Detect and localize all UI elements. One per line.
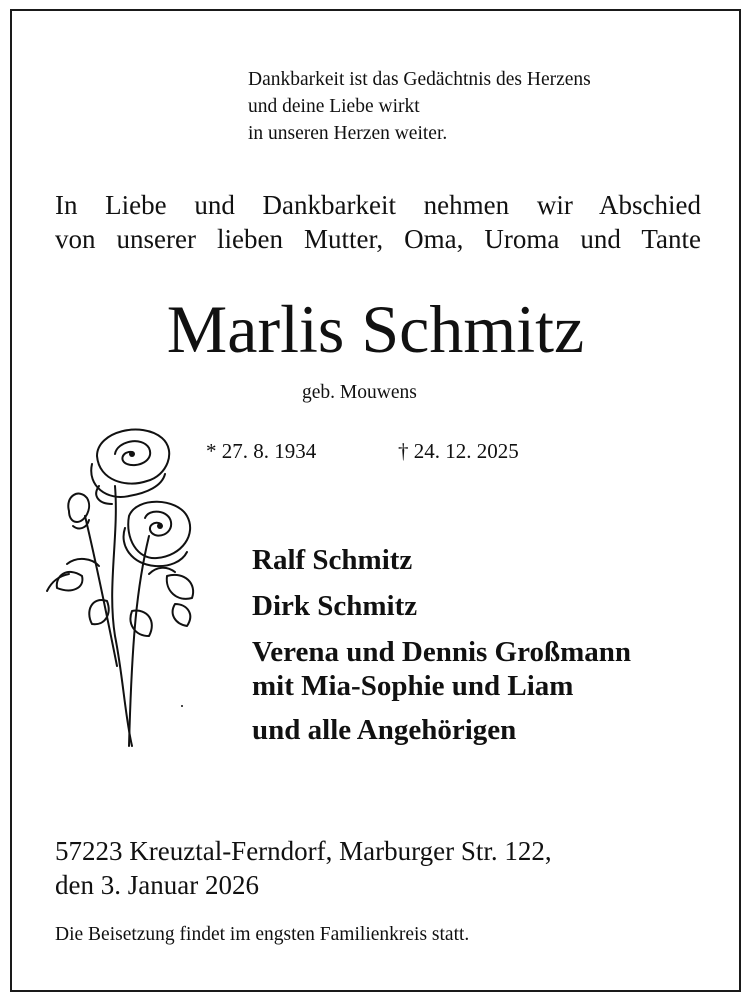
birth-date: * 27. 8. 1934 bbox=[206, 439, 317, 463]
motto-line-2: und deine Liebe wirkt bbox=[248, 96, 420, 117]
motto bbox=[248, 66, 591, 147]
motto-line-3: in unseren Herzen weiter. bbox=[248, 123, 448, 144]
obituary-card bbox=[10, 9, 741, 992]
maiden-name: geb. Mouwens bbox=[302, 382, 417, 403]
address-line: 57223 Kreuztal-Ferndorf, Marburger Str. 122, bbox=[55, 836, 552, 866]
intro-line-2: von unserer lieben Mutter, Oma, Uroma und Tante bbox=[55, 224, 701, 254]
intro-text bbox=[55, 188, 701, 256]
date-line: den 3. Januar 2026 bbox=[55, 870, 259, 900]
motto-line-1: Dankbarkeit ist das Gedächtnis des Herzens bbox=[248, 69, 591, 90]
mourner-1: Ralf Schmitz bbox=[252, 544, 413, 576]
mourner-2: Dirk Schmitz bbox=[252, 590, 418, 622]
mourner-3: Verena und Dennis Großmann bbox=[252, 636, 631, 668]
mourner-5: und alle Angehörigen bbox=[252, 714, 517, 746]
address-block bbox=[55, 834, 552, 902]
death-date: † 24. 12. 2025 bbox=[398, 439, 519, 463]
rose-icon bbox=[37, 416, 202, 751]
funeral-note: Die Beisetzung findet im engsten Familienkreis statt. bbox=[55, 924, 470, 945]
deceased-name: Marlis Schmitz bbox=[166, 291, 585, 367]
mourner-4: mit Mia-Sophie und Liam bbox=[252, 670, 574, 702]
intro-line-1: In Liebe und Dankbarkeit nehmen wir Abschied bbox=[55, 190, 701, 220]
mourners-list bbox=[252, 543, 631, 747]
